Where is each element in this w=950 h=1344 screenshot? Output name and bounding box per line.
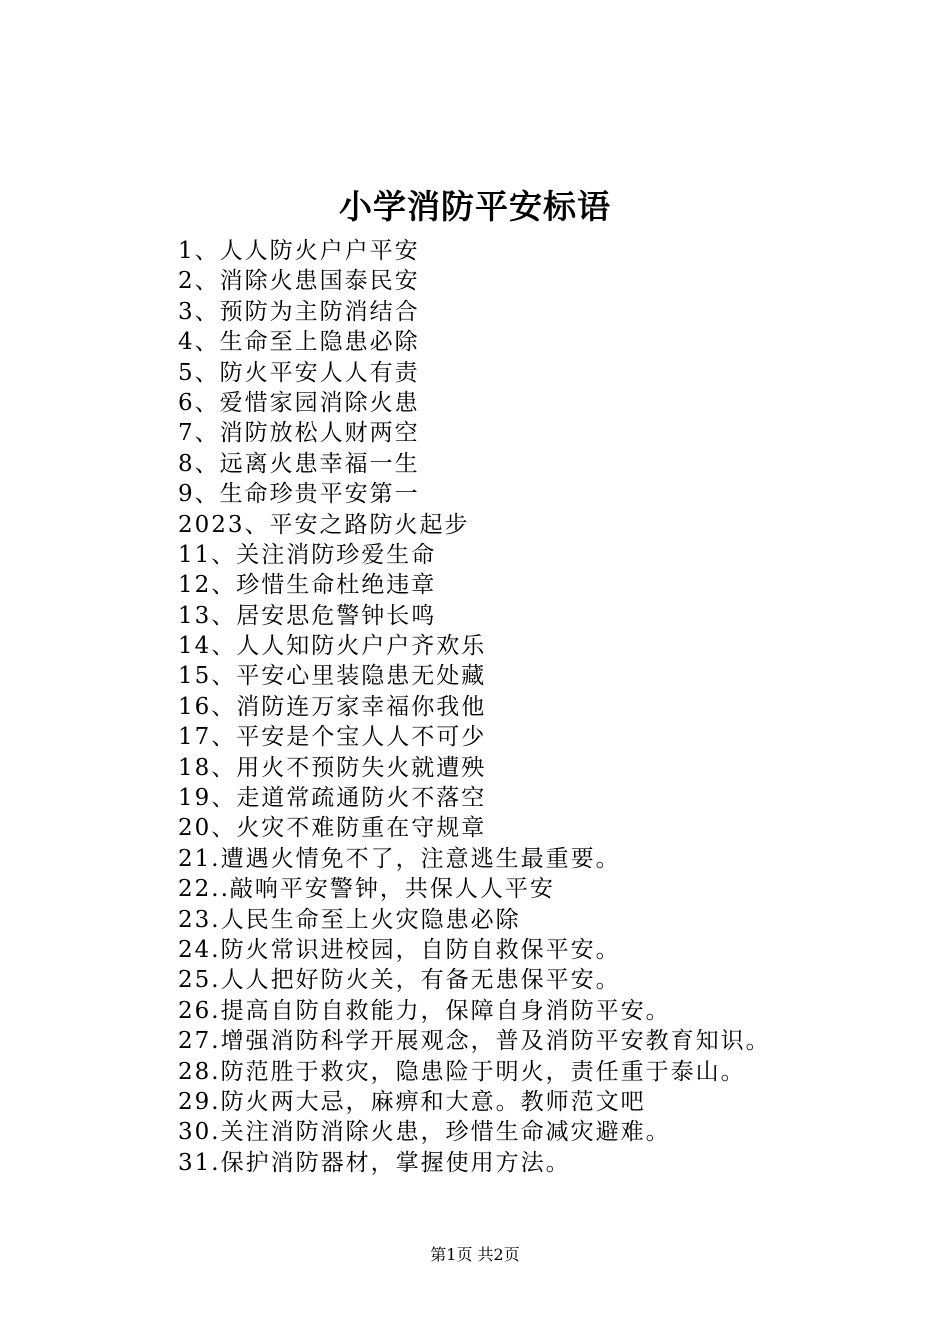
list-item: 2023、平安之路防火起步 [178,511,470,538]
list-item: 20、火灾不难防重在守规章 [178,815,487,842]
list-item: 2、消除火患国泰民安 [178,268,420,295]
list-item: 9、生命珍贵平安第一 [178,481,420,508]
list-item: 24.防火常识进校园，自防自救保平安。 [178,936,621,963]
list-item: 19、走道常疏通防火不落空 [178,785,487,812]
list-item: 28.防范胜于救灾，隐患险于明火，责任重于泰山。 [178,1058,746,1085]
list-item: 31.保护消防器材，掌握使用方法。 [178,1149,571,1176]
list-item: 18、用火不预防失火就遭殃 [178,754,487,781]
list-item: 3、预防为主防消结合 [178,298,420,325]
list-item: 5、防火平安人人有责 [178,359,420,386]
list-item: 27.增强消防科学开展观念，普及消防平安教育知识。 [178,1028,771,1055]
list-item: 12、珍惜生命杜绝违章 [178,572,437,599]
list-item: 8、远离火患幸福一生 [178,450,420,477]
list-item: 29.防火两大忌，麻痹和大意。教师范文吧 [178,1088,646,1115]
list-item: 30.关注消防消除火患，珍惜生命减灾避难。 [178,1119,671,1146]
list-item: 17、平安是个宝人人不可少 [178,724,487,751]
list-item: 15、平安心里装隐患无处藏 [178,663,487,690]
list-item: 14、人人知防火户户齐欢乐 [178,633,487,660]
slogan-list [178,236,771,1178]
page-footer: 第1页 共2页 [430,1245,520,1264]
list-item: 25.人人把好防火关，有备无患保平安。 [178,967,621,994]
list-item: 16、消防连万家幸福你我他 [178,693,487,720]
list-item: 26.提高自防自救能力，保障自身消防平安。 [178,997,671,1024]
list-item: 22..敲响平安警钟，共保人人平安 [178,876,555,903]
list-item: 11、关注消防珍爱生命 [178,541,437,568]
list-item: 6、爱惜家园消除火患 [178,389,420,416]
list-item: 7、消防放松人财两空 [178,420,420,447]
list-item: 23.人民生命至上火灾隐患必除 [178,906,521,933]
list-item: 1、人人防火户户平安 [178,238,420,264]
page-title: 小学消防平安标语 [339,187,611,226]
list-item: 4、生命至上隐患必除 [178,329,420,356]
list-item: 21.遭遇火情免不了，注意逃生最重要。 [178,845,621,872]
list-item: 13、居安思危警钟长鸣 [178,602,437,629]
